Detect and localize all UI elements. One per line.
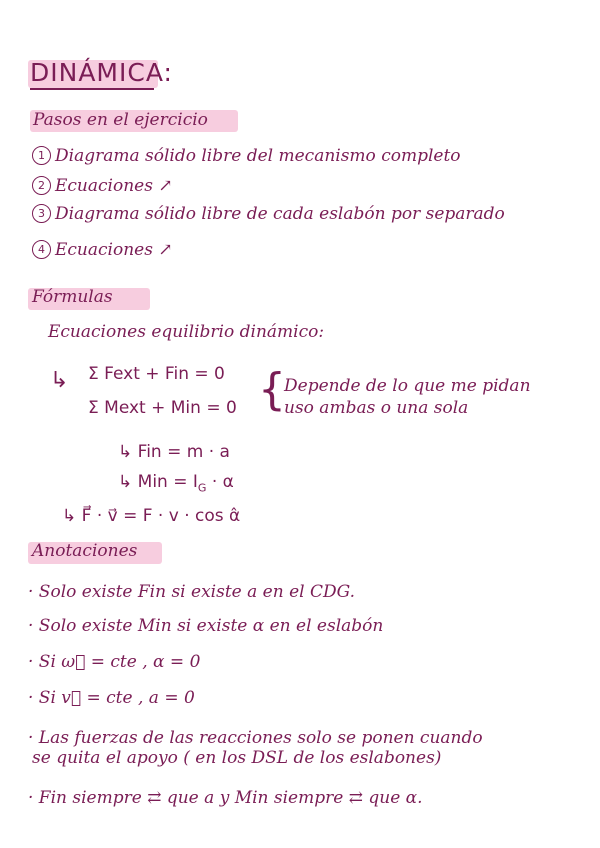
page-title: DINÁMICA:: [30, 58, 173, 87]
step-number-4: 4: [32, 240, 51, 259]
equations-arrow: ↳: [50, 368, 69, 393]
formulas-intro: Ecuaciones equilibrio dinámico:: [48, 322, 325, 342]
step-4: [32, 240, 173, 260]
step-number-3: 3: [32, 204, 51, 223]
note-3: · Si ω⃗ = cte , α = 0: [28, 652, 201, 672]
brace-note-2: uso ambas o una sola: [284, 398, 469, 418]
brace-symbol: {: [258, 364, 286, 415]
formula-min: [118, 472, 234, 494]
step-number-1: 1: [32, 146, 51, 165]
equation-forces: Σ Fext + Fin = 0: [88, 364, 225, 384]
step-1: [32, 146, 461, 166]
note-5-continued: se quita el apoyo ( en los DSL de los eslabones): [32, 748, 442, 768]
formula-fin: ↳ Fin = m · a: [118, 442, 230, 462]
note-4: · Si v⃗ = cte , a = 0: [28, 688, 195, 708]
formula-min-subscript: G: [197, 481, 207, 495]
note-6: · Fin siempre ⇄ que a y Min siempre ⇄ que α.: [28, 788, 423, 808]
pasos-heading: Pasos en el ejercicio: [33, 110, 208, 130]
step-text-4: Ecuaciones ↗: [55, 240, 173, 260]
step-number-2: 2: [32, 176, 51, 195]
formulas-heading: Fórmulas: [32, 287, 113, 307]
brace-note-1: Depende de lo que me pidan: [284, 376, 531, 396]
formula-power: ↳ F⃗ · v⃗ = F · v · cos α̂: [62, 506, 241, 526]
step-text-1: Diagrama sólido libre del mecanismo completo: [55, 146, 461, 166]
step-text-2: Ecuaciones ↗: [55, 176, 173, 196]
formula-min-main: ↳ Min = I: [118, 472, 198, 492]
title-underline: [30, 88, 154, 90]
anotaciones-heading: Anotaciones: [32, 541, 138, 561]
note-2: · Solo existe Min si existe α en el eslabón: [28, 616, 384, 636]
note-5: · Las fuerzas de las reacciones solo se ponen cuando: [28, 728, 483, 748]
note-1: · Solo existe Fin si existe a en el CDG.: [28, 582, 355, 602]
step-text-3: Diagrama sólido libre de cada eslabón por separado: [55, 204, 505, 224]
equation-moments: Σ Mext + Min = 0: [88, 398, 237, 418]
formula-min-tail: · α: [206, 472, 234, 492]
step-2: [32, 176, 173, 196]
step-3: [32, 204, 505, 224]
